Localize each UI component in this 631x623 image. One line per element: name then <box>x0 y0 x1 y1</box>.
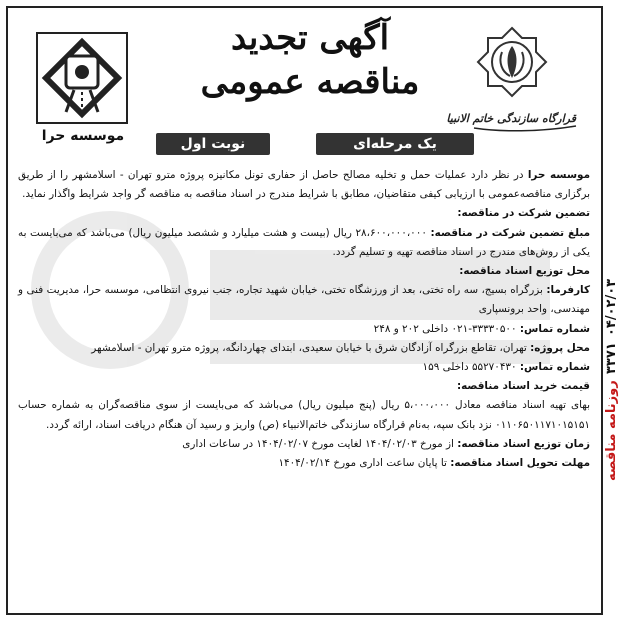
guarantee-paragraph <box>18 224 590 262</box>
phone1-text: ۳۳۳۳۰۵۰۰-۰۲۱ داخلی ۲۰۲ و ۲۴۸ <box>373 322 520 335</box>
phone1-label: شماره تماس: <box>519 322 590 335</box>
title-line-2: مناقصه عمومی <box>200 62 420 102</box>
phone2-label: شماره تماس: <box>519 361 590 374</box>
side-date: ۰۴/۰۲/۰۳ <box>604 279 619 337</box>
phone2-paragraph <box>18 358 590 377</box>
iran-emblem-icon <box>476 26 548 98</box>
organization-name: موسسه حرا <box>41 128 125 144</box>
employer-paragraph <box>18 281 590 319</box>
intro-text: در نظر دارد عملیات حمل و تخلیه مصالح حاصل از حفاری تونل مکانیزه پروژه مترو تهران - اسلامشهر را از طریق برگزاری مناقصه‌عمومی با ارزیابی کیفی متقاضیان، مطابق با شرایط مندرج در اسناد مناقصه به مناقصه گر واجد شرایط واگذار نماید. <box>18 169 590 201</box>
deadline-paragraph <box>18 454 590 473</box>
hq-calligraphy <box>446 96 580 136</box>
project-text: تهران، تقاطع بزرگراه آزادگان شرق با خیابان سعیدی، ابتدای چهاردانگه، پروژه مترو تهران - اسلامشهر <box>91 341 531 354</box>
side-brand: روزنامه مناقصه <box>604 380 619 481</box>
notice-title <box>160 16 460 104</box>
deadline-label: مهلت تحویل اسناد مناقصه: <box>450 457 590 470</box>
hq-name-text: قرارگاه سازندگی خاتم الانبیا <box>446 112 576 125</box>
side-issue-number: ۳۳۷۱ <box>604 342 619 375</box>
employer-label: کارفرما: <box>546 284 590 297</box>
dist-time-text: از مورخ ۱۴۰۴/۰۲/۰۳ لغایت مورخ ۱۴۰۴/۰۲/۰۷ در ساعات اداری <box>182 437 458 450</box>
guarantee-label: مبلغ تضمین شرکت در مناقصه: <box>430 226 590 239</box>
guarantee-text: ۲۸،۶۰۰،۰۰۰،۰۰۰ ریال (بیست و هشت میلیارد و ششصد میلیون ریال) می‌باشد که می‌بایست به یکی از روش‌های مندرج در اسناد مناقصه تهیه و تسلیم گردد. <box>18 226 590 258</box>
stage-tag: یک مرحله‌ای <box>316 133 474 155</box>
deadline-text: تا پایان ساعت اداری مورخ ۱۴۰۴/۰۲/۱۴ <box>278 457 451 470</box>
notice-body <box>18 166 590 473</box>
side-strip <box>604 150 630 610</box>
phone1-paragraph <box>18 320 590 339</box>
price-heading: قیمت خرید اسناد مناقصه: <box>456 380 590 393</box>
project-paragraph <box>18 339 590 358</box>
employer-text: بزرگراه بسیج، سه راه تختی، بعد از ورزشگاه تختی، خیابان شهید تجاره، جنب نیروی انتظامی، موسسه حرا، مدیریت فنی و مهندسی، واحد برونسپاری <box>18 284 590 316</box>
round-tag: نوبت اول <box>156 133 270 155</box>
dist-time-paragraph <box>18 435 590 454</box>
hara-logo-icon <box>36 32 128 124</box>
dist-time-label: زمان توزیع اسناد مناقصه: <box>457 437 590 450</box>
intro-org: موسسه حرا <box>527 169 591 181</box>
price-paragraph: بهای تهیه اسناد مناقصه معادل ۵،۰۰۰،۰۰۰ ریال (پنج میلیون ریال) می‌باشد که می‌بایست از سوی مناقصه‌گران به شماره حساب ۰۱۱۰۶۵۰۱۱۷۱۰۱۵۱۵۱ نزد بانک سپه، به‌نام قرارگاه سازندگی خاتم‌الانبیاء (ص) واریز و رسید آن هنگام دریافت اسناد، ارائه گردد. <box>18 399 590 431</box>
project-label: محل پروژه: <box>530 341 590 354</box>
intro-paragraph <box>18 166 590 204</box>
distribution-heading: محل توزیع اسناد مناقصه: <box>459 265 590 278</box>
title-line-1: آگهی تجدید <box>230 18 390 58</box>
phone2-text: ۵۵۲۷۰۴۳۰ داخلی ۱۵۹ <box>422 361 520 374</box>
side-caption <box>604 150 630 610</box>
guarantee-heading: تضمین شرکت در مناقصه: <box>457 207 590 220</box>
